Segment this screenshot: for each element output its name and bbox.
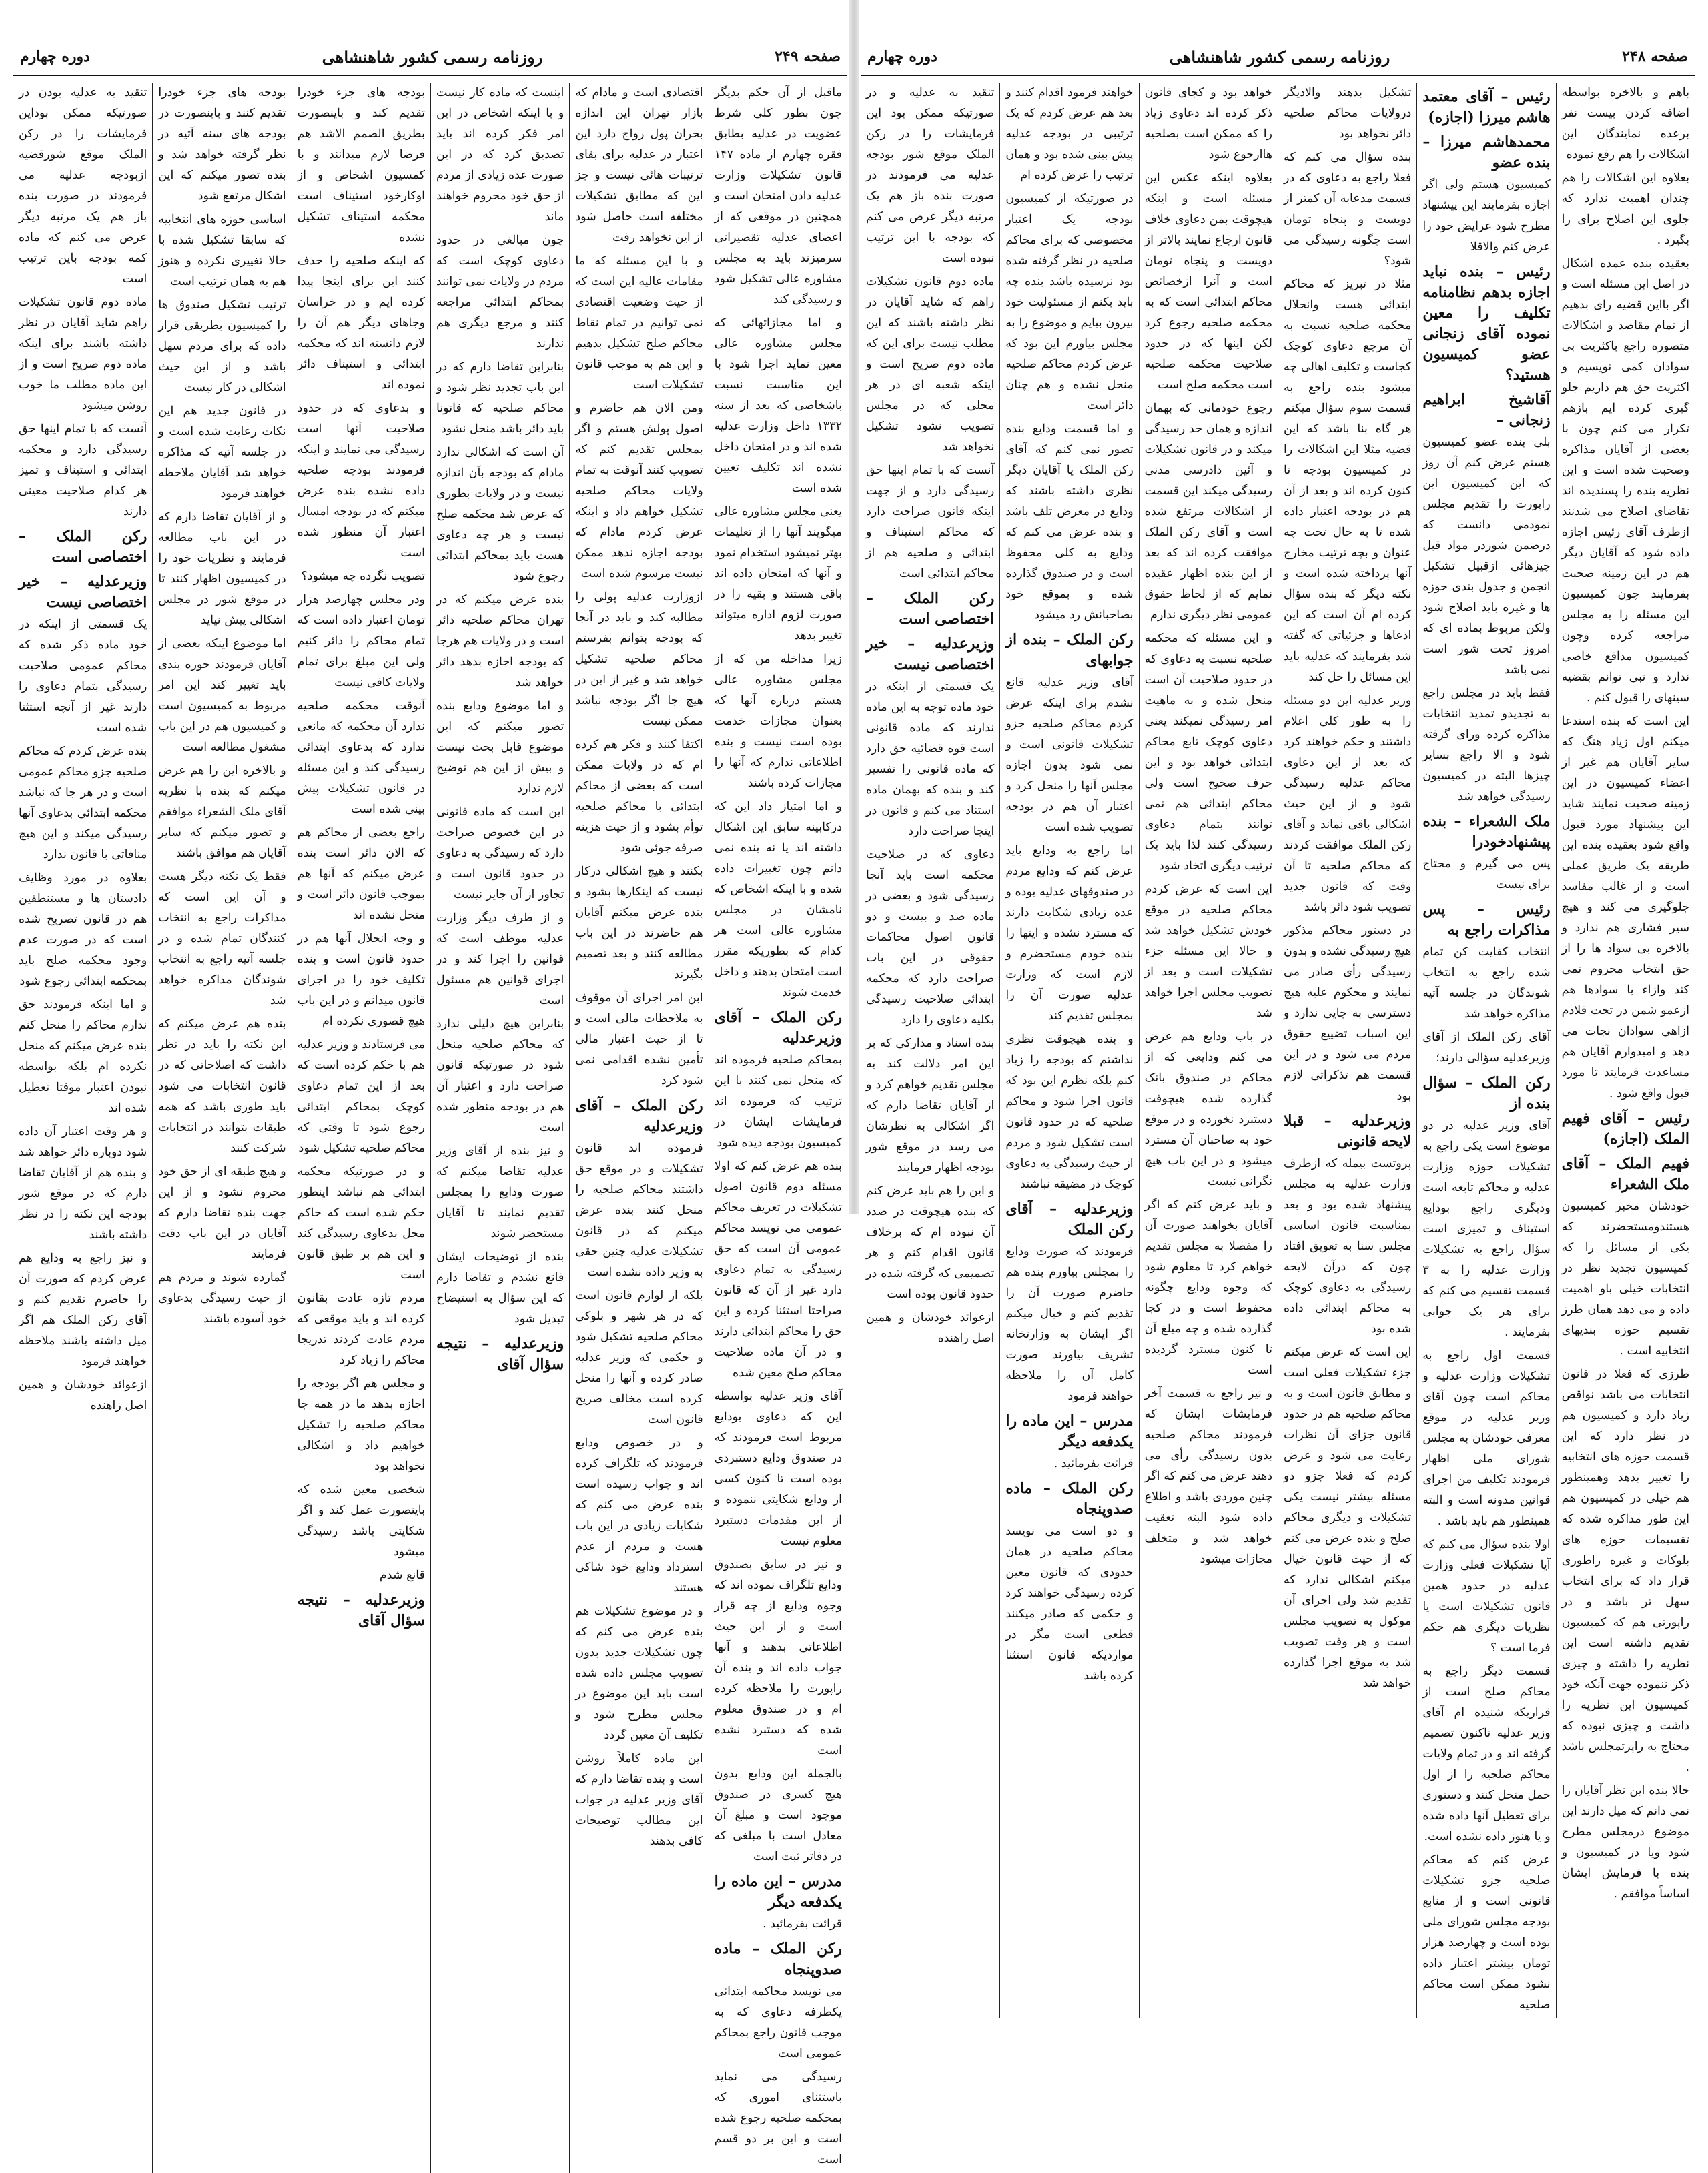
paragraph: بنده هم عرض کنم که اولا مسئله دوم قانون اصول تشکیلات در تعریف محاکم عمومی می نویسد محاکم عمومی آن است که حق رسیدگی به تمام دعاوی دارد غیر از آن که قانون صراحتا استثنا کرده و این حق را محاکم ابتدائی دارند و در آن ماده صلاحیت محاکم صلح معین شده bbox=[714, 1160, 842, 1380]
paragraph: طرزی که فعلا در قانون انتخابات می باشد نواقص زیاد دارد و کمیسیون هم در نظر دارد که این قسمت حوزه های انتخابیه را تغییر بدهد وهمینطور هم خیلی در کمیسیون هم این طور مذاکره شده که تقسیمات حوزه های بلوکات و غیره راطوری قرار داد که برای انتخاب سهل تر باشد و در راپورتی هم که کمیسیون تقدیم داشته است این نظریه را داشته و چیزی ذکر ننموده جهت آنکه خود کمیسیون این نظریه را داشت و چیزی نبوده که محتاج به راپرتمجلس باشد . bbox=[1561, 1368, 1689, 1774]
paragraph: بنده عرض میکنم که در تهران محاکم صلحیه دائر است و در ولایات هم هرجا که بودجه اجازه بدهد دائر خواهد شد bbox=[436, 593, 564, 689]
left-column-2 bbox=[569, 83, 708, 2173]
paragraph: و نیز در سابق بصندوق ودایع تلگراف نموده اند که وجوه ودایع از چه قرار است و از این حیث اطلاعاتی بدهند و آنها جواب داده اند و بنده آن راپورت را ملاحظه کرده ام و در صندوق معلوم شده که دستبرد نشده است bbox=[714, 1558, 842, 1757]
paragraph: و اما امتیاز داد این که درکابینه سابق این اشکال داشته اند یا نه بنده نمی دانم چون تغییرات داده شده و با اینکه اشخاص که نامشان در مجلس مشاوره عالی است هر کدام که بطوریکه مقرر است امتحان بدهند و داخل خدمت شوند bbox=[714, 800, 842, 999]
paragraph: فقط باید در مجلس راجع به تجدیدو تمدید انتخابات مذاکره کرده ورای گرفته شود و الا راجع بسایر چیزها البته در کمیسیون رسیدگی خواهد شد bbox=[1422, 687, 1551, 803]
paragraph: آقای رکن الملک از آقای وزیرعدلیه سؤالی دارند؛ bbox=[1422, 1031, 1551, 1065]
paragraph: تشکیل بدهند والادیگر درولایات محاکم صلحیه دائر نخواهد بود bbox=[1284, 86, 1412, 141]
paragraph: اینست که ماده کار نیست و با اینکه اشخاص در این امر فکر کرده اند باید تصدیق کرد که در این صورت عده زیادی از مردم از حق خود محروم خواهند ماند bbox=[436, 86, 564, 224]
right-page bbox=[861, 15, 1695, 2012]
left-newspaper-title: روزنامه رسمی کشور شاهنشاهی bbox=[322, 47, 543, 67]
paragraph: قسمت اول راجع به تشکیلات وزارت عدلیه و محاکم است چون آقای وزیر عدلیه در موقع معرفی خودشان به مجلس شورای ملی اظهار فرمودند تکلیف من اجرای قوانین مدونه است و البته همینطور هم باید باشد . bbox=[1422, 1349, 1551, 1528]
paragraph: ماده دوم قانون تشکیلات راهم که شاید آقایان در نظر داشته باشند که این مطلب نیست برای این که ماده دوم صریح است و اینکه شعبه ای در هر محلی که در مجلس تصویب نشود تشکیل نخواهد شد bbox=[866, 275, 995, 454]
paragraph: بودجه های جزء خودرا تقدیم کنند و باینصورت در بودجه های سنه آتیه در نظر گرفته خواهد شد و بنده تصور میکنم که این اشکال مرتفع شود bbox=[158, 86, 286, 203]
paragraph: ودر مجلس چهارصد هزار تومان اعتبار داده است که تمام محاکم را دائر کنیم ولی این مبلغ برای تمام ولایات کافی نیست bbox=[297, 593, 426, 689]
paragraph: دعاوی که در صلاحیت محکمه است باید آنجا رسیدگی شود و بعضی در ماده صد و بیست و دو قانون اصول محاکمات حقوقی در این باب صراحت دارد که محکمه ابتدائی صلاحیت رسیدگی بکلیه دعاوی را دارد bbox=[866, 848, 995, 1027]
paragraph: پس می گیرم و محتاج برای نیست bbox=[1422, 857, 1551, 891]
paragraph: و اما موضوع ودایع بنده تصور میکنم که این موضوع قابل بحث نیست و بیش از این هم توضیح لازم ندارد bbox=[436, 699, 564, 795]
paragraph: ازوزارت عدلیه پولی را مطالبه کند و باید در آنجا که بودجه بتوانم بفرستم محاکم صلحیه تشکیل خواهد شد و غیر از این در هیچ جا اگر بودجه نباشد ممکن نیست bbox=[575, 590, 703, 728]
left-page bbox=[13, 15, 847, 2166]
paragraph: مردم تازه عادت بقانون کرده اند و باید موقعی که مردم عادت کردند تدریجا محاکم را زیاد کرد bbox=[297, 1292, 426, 1367]
speaker-heading: وزیرعدلیه – خیر اختصاصی نیست bbox=[866, 635, 995, 673]
paragraph: اما موضوع اینکه بعضی از آقایان فرمودند حوزه بندی باید تغییر کند این امر مربوط به کمیسیون است و کمیسیون هم در این باب مشغول مطالعه است bbox=[158, 637, 286, 754]
speaker-heading: وزیرعدلیه – آقای رکن الملک bbox=[1005, 1200, 1134, 1238]
paragraph: این ماده کاملاً روشن است و بنده تقاضا دارم که آقای وزیر عدلیه در جواب این مطالب توضیحات کافی بدهند bbox=[575, 1752, 703, 1848]
paragraph: انتخاب کفایت کن تمام شده راجع به انتخاب شوندگان در جلسه آتیه مذاکره خواهد شد bbox=[1422, 945, 1551, 1021]
paragraph: ماقبل از آن حکم بدیگر چون بطور کلی شرط عضویت در عدلیه بطابق فقره چهارم از ماده ۱۴۷ قانون تشکیلات وزارت عدلیه دادن امتحان است و همچنین در موقعی که از اعضای عدلیه تقصیراتی سرمیزند باید به مجلس مشاوره عالی تشکیل شود و رسیدگی کند bbox=[714, 86, 842, 306]
speaker-heading: آقاشیخ ابراهیم زنجانی – bbox=[1422, 391, 1551, 429]
paragraph: آنوقت محکمه صلحیه ندارد آن محکمه که مانعی ندارد که بدعاوی ابتدائی رسیدگی کند و این مسئله در قانون تشکیلات پیش بینی شده است bbox=[297, 699, 426, 816]
right-column-6 bbox=[861, 83, 999, 2018]
left-column-1 bbox=[709, 83, 847, 2173]
paragraph: تنقید به عدلیه بودن در صورتیکه ممکن بوداین فرمایشات را در رکن الملک موقع شورقضیه ازبودجه عدلیه می فرمودند در صورت بنده باز هم یک مرتبه دیگر عرض می کنم که ماده کمه بودجه باین ترتیب است bbox=[19, 86, 147, 286]
right-column-4 bbox=[1139, 83, 1278, 2018]
paragraph: این است که ماده قانونی در این خصوص صراحت دارد که رسیدگی به دعاوی در حدود قانون است و تجاوز از آن جایز نیست bbox=[436, 805, 564, 901]
paragraph: یعنی مجلس مشاوره عالی میگویند آنها را از تعلیمات بهتر نمیشود استخدام نمود و آنها که امتحان داده اند باقی هستند و بقیه را در صورت لزوم اداره میتواند تغییر بدهد bbox=[714, 505, 842, 642]
paragraph: و در موضوع تشکیلات هم بنده عرض می کنم که چون تشکیلات جدید بدون تصویب مجلس داده شده است باید این موضوع در مجلس مطرح شود و تکلیف آن معین گردد bbox=[575, 1605, 703, 1742]
right-page-number: صفحه ۲۴۸ bbox=[1622, 48, 1688, 65]
paragraph: و اما مجازاتهائی که مجلس مشاوره عالی معین نماید اجرا شود با این مناسبت نسبت باشخاصی که بعد از سنه ۱۳۳۲ داخل وزارت عدلیه شده اند و در امتحان داخل نشده اند تکلیف تعیین شده است bbox=[714, 316, 842, 495]
right-header-rule bbox=[861, 75, 1695, 76]
paragraph: رجوع خودمانی که بهمان اندازه و همان حد رسیدگی میکند و در قانون تشکیلات و آئین دادرسی مدنی رسیدگی میکند این قسمت از اشکالات مرتفع شده است و آقای رکن الملک موافقت کرده اند که بعد از این بنده اظهار عقیده نمایم که از لحاظ حقوق عمومی نظر دیگری ندارم bbox=[1144, 402, 1273, 622]
paragraph: در باب ودایع هم عرض می کنم ودایعی که از محاکم در صندوق بانک گذارده شده هیچوقت دستبرد نخورده و در موقع خود به صاحبان آن مسترد میشود و در این باب هیچ نگرانی نیست bbox=[1144, 1030, 1273, 1188]
paragraph: مثلا در تبریز که محاکم ابتدائی هست وانحلال محکمه صلحیه نسبت به آن مرجع دعاوی کوچک کجاست و تکلیف اهالی چه میشود بنده راجع به قسمت سوم سؤال میکنم هر گاه بنا باشد که این قضیه مثلا این اشکالات را در کمیسیون بودجه تا کنون کرده اند و بعد از آن هم در بودجه اعتبار داده شده تا به حال تحت چه عنوان و بچه ترتیب مخارج آنها پرداخته شده است و نکته دیگر که بنده سؤال کرده ام آن است که این ادعاها و جزئیاتی که گفته شد بفرمایند که عدلیه باید این مسائل را حل کند bbox=[1284, 278, 1412, 684]
paragraph: و وجه انحلال آنها هم در حدود قانون است و بنده تکلیف خود را در اجرای قانون میدانم و در این باب هیچ قصوری نکرده ام bbox=[297, 932, 426, 1028]
paragraph: و نیز راجع به قسمت آخر فرمایشات ایشان که فرمودند محاکم صلحیه بدون رسیدگی رأی می دهند عرض می کنم که اگر چنین موردی باشد و اطلاع داده شود البته تعقیب خواهد شد و متخلف مجازات میشود bbox=[1144, 1387, 1273, 1566]
speaker-heading: رکن الملک – ماده صدوپنجاه bbox=[1005, 1480, 1134, 1518]
paragraph: بنده از توضیحات ایشان قانع نشدم و تقاضا دارم که این سؤال به استیضاح تبدیل شود bbox=[436, 1250, 564, 1326]
paragraph: رسیدگی می نماید باستثنای اموری که بمحکمه صلحیه رجوع شده است و این بر دو قسم است bbox=[714, 2070, 842, 2166]
paragraph: ابن امر اجرای آن موقوف به ملاحظات مالی است و تا از حیث اعتبار مالی تأمین نشده اقدامی نمی شود کرد bbox=[575, 991, 703, 1088]
paragraph: بعلاوه این اشکالات را هم چندان اهمیت ندارد که جلوی این اصلاح برای را بگیرد . bbox=[1561, 171, 1689, 247]
paragraph: بنابراین تقاضا دارم که در این باب تجدید نظر شود و محاکم صلحیه که قانونا باید دائر باشد منحل نشود bbox=[436, 360, 564, 436]
speaker-heading: رکن الملک – ماده صدوپنجاه bbox=[714, 1940, 842, 1978]
speaker-heading: رئیس – بنده نباید اجازه بدهم نظامنامه تکلیف را معین نموده آقای زنجانی عضو کمیسیون هستید؟ bbox=[1422, 263, 1551, 384]
speaker-heading: رکن الملک – اختصاصی است bbox=[866, 590, 995, 628]
paragraph: در دستور محاکم مذکور هیچ رسیدگی نشده و بدون رسیدگی رأی صادر می نمایند و محکوم علیه هیچ دسترسی به جایی ندارد و این اسباب تضییع حقوق مردم می شود و در این قسمت هم تذکراتی لازم بود bbox=[1284, 924, 1412, 1103]
paragraph: بلکه از لوازم قانون است که در هر شهر و بلوکی محاکم صلحیه تشکیل شود و حکمی که وزیر عدلیه صادر کرده و آنها را منحل کرده است مخالف صریح قانون است bbox=[575, 1289, 703, 1426]
paragraph: بکنند و هیچ اشکالی درکار نیست که اینکارها بشود و بنده عرض میکنم آقایان هم حاضرند در این باب مطالعه کنند و بعد تصمیم بگیرند bbox=[575, 865, 703, 981]
speaker-heading: مدرس – این ماده را یکدفعه دیگر bbox=[1005, 1412, 1134, 1450]
paragraph: و از آقایان تقاضا دارم که در این باب مطالعه فرمایند و نظریات خود را در کمیسیون اظهار کنند تا در موقع شور در مجلس اشکالی پیش نیاید bbox=[158, 510, 286, 627]
right-issue-label: دوره چهارم bbox=[867, 48, 937, 65]
paragraph: فرموده اند قانون تشکیلات و در موقع حق داشتند محاکم صلحیه را منحل کنند بنده عرض میکنم که در قانون تشکیلات عدلیه چنین حقی به وزیر داده نشده است bbox=[575, 1142, 703, 1279]
paragraph: و مجلس هم اگر بودجه را اجازه بدهد ما در همه جا محاکم صلحیه را تشکیل خواهیم داد و اشکالی نخواهد بود bbox=[297, 1377, 426, 1473]
paragraph: تنقید به عدلیه و در صورتیکه ممکن بود این فرمایشات را در رکن الملک موقع شور بودجه عدلیه می فرمودند در صورت بنده باز هم یک مرتبه دیگر عرض می کنم که بودجه با این ترتیب نبوده است bbox=[866, 86, 995, 265]
left-column-5 bbox=[152, 83, 291, 2173]
paragraph: پروتست بیمله که ازطرف وزارت عدلیه به مجلس پیشنهاد شده بود و بعد بمناسبت قانون اساسی مجلس سنا به تعویق افتاد چون که درآن لایحه رسیدگی به دعاوی کوچک به محاکم ابتدائی داده شده بود bbox=[1284, 1157, 1412, 1336]
paragraph: ازعوائد خودشان و همین اصل راهنده bbox=[19, 1378, 147, 1412]
paragraph: و نیز بنده از آقای وزیر عدلیه تقاضا میکنم که صورت ودایع را بمجلس تقدیم نمایند تا آقایان مستحضر شوند bbox=[436, 1144, 564, 1240]
paragraph: یک قسمتی از اینکه در خود ماده توجه به این ماده ندارند که ماده قانونی است قوه قضائیه حق دارد که ماده قانونی را تفسیر کند و بنده که بهمان ماده استناد می کنم و قانون در اینجا صراحت دارد bbox=[866, 680, 995, 838]
paragraph: بعقیده بنده عمده اشکال در اصل این مسئله است و اگر بااین قضیه رای بدهیم از تمام مقاصد و اشکالات متصوره راجع باکثریت بی سوادان کمی نویسیم و اکثریت حق هم داریم جلو گیری کرده ایم بازهم تکرار می کنم چون با بعضی از آقایان مذاکره وصحبت شده است و این نظریه بنده را پسندیده اند تقاضای اصلاح می شدنند ازطرف آقای رئیس اجازه داده شود که آقایان دیگر هم در این زمینه صحبت بفرمایند چون کمیسیون این مسئله را به مجلس مراجعه کرده وچون کمیسیون مدافع خاصی ندارد و نبی توانم بقضیه سینهای را قبول کنم . bbox=[1561, 257, 1689, 705]
paragraph: وزیر عدلیه این دو مسئله را به طور کلی اعلام داشتند و حکم خواهند کرد که بعد از این دعاوی محاکم عدلیه رسیدگی شود و از این حیث اشکالی باقی نماند و آقای رکن الملک موافقت کردند که محاکم صلحیه تا آن وقت که قانون جدید تصویب شود دائر باشد bbox=[1284, 694, 1412, 914]
paragraph: و با این مسئله که ما مقامات عالیه این است که از حیث وضعیت اقتصادی نمی توانیم در تمام نقاط محاکم صلح تشکیل بدهیم و این هم به موجب قانون تشکیلات است bbox=[575, 254, 703, 392]
speaker-heading: رئیس – پس مذاکرات راجع به bbox=[1422, 901, 1551, 939]
paragraph: قرائت بفرمائید . bbox=[762, 1917, 842, 1931]
paragraph: قرائت بفرمائید . bbox=[1053, 1457, 1134, 1470]
speaker-heading: وزیرعدلیه – نتیجه سؤال آقای bbox=[297, 1591, 426, 1629]
paragraph: اساسی حوزه های انتخابیه که سابقا تشکیل شده با حالا تغییری نکرده و هنوز هم به همان ترتیب است bbox=[158, 213, 286, 288]
paragraph: بعلاوه اینکه عکس این مسئله است و اینکه هیچوقت بمن دعاوی خلاف قانون ارجاع نمایند بالاتر از دویست و پنجاه تومان است و آنرا ازخصائص محاکم ابتدائی است که به محکمه صلحیه رجوع کرد لکن اینها که در حدود صلاحیت محکمه صلحیه است محکمه صلح است bbox=[1144, 171, 1273, 392]
paragraph: آقای وزیر عدلیه بواسطه این که دعاوی بودایع مربوط است فرمودند که در صندوق ودایع دستبردی بوده است تا کنون کسی از ودایع شکایتی ننموده و از این مقدمات دستبرد معلوم نیست bbox=[714, 1390, 842, 1548]
paragraph: و اما قسمت ودایع بنده تصور نمی کنم که آقای رکن الملک یا آقایان دیگر نظری داشته باشند که ودایع در معرض تلف باشد و بنده عرض می کنم که ودایع به کلی محفوظ است و در صندوق گذارده شده و بموقع خود بصاحبانش رد میشود bbox=[1005, 422, 1134, 622]
paragraph: خواهند فرمود اقدام کنند و بعد هم عرض کردم که یک ترتیبی در بودجه عدلیه پیش بینی شده بود و همان ترتیب را عرض کرده ام bbox=[1005, 86, 1134, 182]
left-header-rule bbox=[13, 75, 847, 76]
paragraph: و هر وقت اعتبار آن داده شود دوباره دائر خواهد شد و بنده هم از آقایان تقاضا دارم که در موقع شور بودجه این نکته را در نظر داشته باشند bbox=[19, 1125, 147, 1242]
paragraph: بلی بنده عضو کمیسیون هستم عرض کنم آن روز که این کمیسیون این راپورت را تقدیم مجلس نمودمی دانست که درضمن شوردر مواد قبل چیزهائی ازقبیل تشکیل انجمن و جدول بندی حوزه ها و غیره باید اصلاح شود ولکن مربوط بماده ای که امروز تحت شور است نمی باشد bbox=[1422, 436, 1551, 677]
left-column-4 bbox=[292, 83, 430, 2173]
paragraph: اولا بنده سؤال می کنم که آیا تشکیلات فعلی وزارت عدلیه در حدود همین قانون تشکیلات است یا نظریات دیگری هم حکم فرما است ؟ bbox=[1422, 1538, 1551, 1655]
paragraph: اقتصادی است و مادام که بازار تهران این اندازه بحران پول رواج دارد این اعتبار در عدلیه برای بقای ترتیبات هائی نیست و جز این که مطابق تشکیلات مختلفه است حاصل شود از این نخواهد رفت bbox=[575, 86, 703, 244]
paragraph: در صورتیکه از کمیسیون بودجه یک اعتبار مخصوصی که برای محاکم صلحیه در نظر گرفته شده بود نرسیده باشد بنده چه باید بکنم از مسئولیت خود بیرون بیایم و موضوع را به مجلس بیاورم این بود که عرض کردم محاکم صلحیه منحل نشده و هم چنان دائر است bbox=[1005, 192, 1134, 412]
paragraph: حالا بنده این نظر آقایان را نمی دانم که میل دارند این موضوع درمجلس مطرح شود ویا در کمیسیون و بنده با فرمایش ایشان اساساً موافقم . bbox=[1561, 1784, 1689, 1901]
paragraph: و اما اینکه فرمودند حق ندارم محاکم را منحل کنم بنده عرض میکنم که منحل نکرده ام بلکه بواسطه نبودن اعتبار موقتا تعطیل شده اند bbox=[19, 998, 147, 1115]
paragraph: و باید عرض کنم که اگر آقایان بخواهند صورت آن را مفصلا به مجلس تقدیم خواهم کرد تا معلوم شود که وجوه ودایع چگونه محفوظ است و در کجا گذارده شده و چه مبلغ آن تا کنون مسترد گردیده است bbox=[1144, 1198, 1273, 1377]
paragraph: این است که بنده استدعا میکنم اول زیاد هنگ که سایر آقایان هم غیر از اعضاء کمیسیون در این زمینه صحبت نمایند شاید این پیشنهاد مورد قبول واقع شود بعقیده بنده این طریقه یک طریق عملی است و از غالب مفاسد جلوگیری می کند و هیچ سیر فشاری هم ندارد و بالاخره بی سواد ها را از حق انتخاب محروم نمی کند وازاء با سوادها هم ازعمو شمن در تحت قلادم ازاهی سوادان نجات می دهد و امیدوارم آقایان هم مساعدت فرمایند تا مورد قبول واقع شود . bbox=[1561, 715, 1689, 1100]
speaker-heading: رکن الملک – اختصاصی است bbox=[19, 528, 147, 566]
paragraph: و این مسئله که محکمه صلحیه نسبت به دعاوی که در حدود صلاحیت آن است منحل شده و به ماهیت امر رسیدگی نمیکند یعنی دعاوی کوچک تابع محاکم ابتدائی خواهد بود و این حرف صحیح است ولی محاکم ابتدائی هم نمی توانند بتمام دعاوی رسیدگی کنند لذا باید یک ترتیب دیگری اتخاذ شود bbox=[1144, 632, 1273, 873]
paragraph: و بدعاوی که در حدود صلاحیت آنها است رسیدگی می نمایند و اینکه فرمودند بودجه صلحیه داده نشده بنده عرض میکنم که در بودجه امسال اعتبار آن منظور شده است bbox=[297, 402, 426, 560]
paragraph: و بنده هیچوقت نظری نداشتم که بودجه را زیاد کنم بلکه نظرم این بود که قانون اجرا شود و محاکم صلحیه که در حدود قانون است تشکیل شود و مردم از حیث رسیدگی به دعاوی کوچک در مضیقه نباشند bbox=[1005, 1033, 1134, 1191]
page-gutter bbox=[849, 0, 859, 1214]
speaker-heading: وزیرعدلیه – قبلا لایحه قانونی bbox=[1284, 1112, 1412, 1150]
left-page-number: صفحه ۲۴۹ bbox=[775, 48, 841, 65]
speaker-heading: رکن الملک – سؤال بنده از bbox=[1422, 1074, 1551, 1112]
paragraph: و بالاخره این را هم عرض میکنم که بنده با نظریه آقای ملک الشعراء موافقم و تصور میکنم که سایر آقایان هم موافق باشند bbox=[158, 764, 286, 860]
paragraph: راجع بعضی از محاکم هم که الان دائر است بنده عرض میکنم که آنها هم بموجب قانون دائر است و منحل نشده اند bbox=[297, 826, 426, 922]
left-column-6 bbox=[13, 83, 152, 2173]
paragraph: خواهد بود و کجای قانون ذکر کرده اند دعاوی زیاد را که ممکن است بصلحیه هاارجوع شود bbox=[1144, 86, 1273, 161]
paragraph: ترتیب تشکیل صندوق ها را کمیسیون بطریقی قرار داده که برای مردم سهل باشد و از این حیث اشکالی در کار نیست bbox=[158, 298, 286, 394]
speaker-heading: رکن الملک – آقای وزیرعدلیه bbox=[575, 1097, 703, 1135]
paragraph: می فرستادند و وزیر عدلیه هم با حکم کرده است که بعد از این تمام دعاوی کوچک بمحاکم ابتدائی رجوع شود تا وقتی که محاکم صلحیه تشکیل شود bbox=[297, 1038, 426, 1155]
left-issue-label: دوره چهارم bbox=[20, 48, 90, 65]
paragraph: بمحاکم صلحیه فرموده اند که منحل نمی کنند با این ترتیب که فرموده اند فرمایشات ایشان در کمیسیون بودجه دیده شود bbox=[714, 1053, 842, 1150]
left-page-columns bbox=[13, 83, 847, 2166]
paragraph: گمارده شوند و مردم هم از حیث رسیدگی بدعاوی خود آسوده باشند bbox=[158, 1271, 286, 1326]
paragraph: آنست که با تمام اینها حق رسیدگی دارد و محکمه ابتدائی و استیناف و تمیز هر کدام صلاحیت معینی دارند bbox=[19, 422, 147, 518]
speaker-heading: رئیس – آقای معتمد هاشم میرزا (اجازه) bbox=[1422, 88, 1551, 126]
paragraph: یک قسمتی از اینکه در خود ماده ذکر شده که محاکم عمومی صلاحیت رسیدگی بتمام دعاوی را دارند غیر از آنچه استثنا شده است bbox=[19, 618, 147, 735]
speaker-heading: ملک الشعراء – بنده پیشنهادخودرا bbox=[1422, 813, 1551, 851]
paragraph: کمیسیون هستم ولی اگر اجازه بفرمایند این پیشنهاد مطرح شود عرایض خود را عرض کنم والاقلا bbox=[1422, 178, 1551, 254]
paragraph: و در صورتیکه محکمه ابتدائی هم نباشد اینطور حکم شده است که حاکم محل بدعاوی رسیدگی کند و این هم بر طبق قانون است bbox=[297, 1165, 426, 1282]
paragraph: بنده عرض کردم که محاکم صلحیه جزو محاکم عمومی است و در هر جا که نباشد محکمه ابتدائی بدعاوی آنها رسیدگی میکند و این هیچ منافاتی با قانون ندارد bbox=[19, 745, 147, 861]
paragraph: این است که عرض میکنم جزء تشکیلات فعلی است و مطابق قانون است و به محاکم صلحیه هم در حدود قانون جزای آن نظرات رعایت می شود و عرض کردم که فعلا جزو دو مسئله بیشتر نیست یکی تشکیلات و دیگری محاکم صلح و بنده عرض می کنم که از حیث قانون خیال میکنم اشکالی ندارد که تقدیم شد ولی اجرای آن موکول به تصویب مجلس است و هر وقت تصویب شد به موقع اجرا گذارده خواهد شد bbox=[1284, 1346, 1412, 1690]
paragraph: فقط یک نکته دیگر هست و آن این است که مذاکرات راجع به انتخاب کنندگان تمام شده و در جلسه آتیه راجع به انتخاب شوندگان مذاکره خواهد شد bbox=[158, 870, 286, 1007]
paragraph: بنده سؤال می کنم که فعلا راجع به دعاوی که در قسمت مدعابه آن کمتر از دویست و پنجاه تومان است چگونه رسیدگی می شود؟ bbox=[1284, 151, 1412, 268]
paragraph: و این را هم باید عرض کنم که بنده هیچوقت در صدد آن نبوده ام که برخلاف قانون اقدام کنم و هر تصمیمی که گرفته شده در حدود قانون بوده است bbox=[866, 1184, 995, 1301]
paragraph: ومن الان هم حاضرم و اصول پولش هستم و اگر بمجلس تقدیم کنم که تصویب کنند آنوقت به تمام ولایات محاکم صلحیه تشکیل خواهم داد و اینکه عرض کردم مادام که بودجه اجازه ندهد ممکن نیست مرسوم شده است bbox=[575, 402, 703, 580]
left-column-3 bbox=[430, 83, 569, 2173]
paragraph: فرمودند که صورت ودایع را بمجلس بیاورم بنده هم حاضرم صورت آن را تقدیم کنم و خیال میکنم اگر ایشان به وزارتخانه تشریف بیاورند صورت کامل آن را ملاحظه خواهند فرمود bbox=[1005, 1245, 1134, 1403]
paragraph: باهم و بالاخره بواسطه اضافه کردن بیست نفر برعده نمایندگان این اشکالات را هم رفع نموده bbox=[1561, 86, 1689, 161]
speaker-heading: وزیرعدلیه – نتیجه سؤال آقای bbox=[436, 1335, 564, 1373]
speaker-heading: رکن الملک – بنده از جوابهای bbox=[1005, 631, 1134, 669]
paragraph: آنست که با تمام اینها حق رسیدگی دارد و از جهت اینکه قانون صراحت دارد که محاکم استیناف و ابتدائی و صلحیه هم از محاکم ابتدائی است bbox=[866, 464, 995, 580]
right-newspaper-title: روزنامه رسمی کشور شاهنشاهی bbox=[1169, 47, 1390, 67]
speaker-heading: مدرس – این ماده را یکدفعه دیگر bbox=[714, 1873, 842, 1911]
paragraph: بنابراین هیچ دلیلی ندارد که محاکم صلحیه منحل شود در صورتیکه قانون صراحت دارد و اعتبار آن هم در بودجه منظور شده است bbox=[436, 1017, 564, 1134]
paragraph: آن است که اشکالی ندارد مادام که بودجه بآن اندازه نیست و در ولایات بطوری که عرض شد محکمه صلح نیست و هر چه دعاوی هست باید بمحاکم ابتدائی رجوع شود bbox=[436, 446, 564, 583]
speaker-heading: فهیم الملک – آقای ملک الشعراء bbox=[1561, 1155, 1689, 1193]
paragraph: شخصی معین شده که باینصورت عمل کند و اگر شکایتی باشد رسیدگی میشود bbox=[297, 1483, 426, 1559]
paragraph: اکتفا کنند و فکر هم کرده ام که در ولایات ممکن است که بعضی از محاکم ابتدائی با محاکم صلحیه توأم بشود و از حیث هزینه صرفه جوئی شود bbox=[575, 738, 703, 855]
speaker-heading: رئیس – آقای فهیم الملک (اجازه) bbox=[1561, 1110, 1689, 1148]
paragraph: که اینکه صلحیه را حذف کنند این برای اینجا پیدا کرده ایم و در خراسان وجاهای دیگر هم آن را لازم دانسته اند که محکمه ابتدائی و استیناف دائر نموده اند bbox=[297, 254, 426, 392]
paragraph: زیرا مداخله من که از مجلس مشاوره عالی هستم درباره آنها که بعنوان مجازات خدمت بوده است نیست و بنده اطلاعاتی ندارم که آنها را مجازات کرده باشند bbox=[714, 653, 842, 790]
paragraph: می نویسد محاکمه ابتدائی یکطرفه دعاوی که به موجب قانون راجع بمحاکم عمومی است bbox=[714, 1985, 842, 2060]
speaker-heading: محمدهاشم میرزا – بنده عضو bbox=[1422, 133, 1551, 171]
right-column-5 bbox=[999, 83, 1138, 2018]
paragraph: بالجمله این ودایع بدون هیچ کسری در صندوق موجود است و مبلغ آن معادل است با مبلغی که در دفاتر ثبت است bbox=[714, 1767, 842, 1863]
right-page-columns bbox=[861, 83, 1695, 2012]
paragraph: چون مبالغی در حدود دعاوی کوچک است که مردم در ولایات نمی توانند بمحاکم ابتدائی مراجعه کنند و مرجع دیگری هم ندارند bbox=[436, 234, 564, 350]
paragraph: این است که عرض کردم محاکم صلحیه در موقع خودش تشکیل خواهد شد و حالا این مسئله جزء تشکیلات است و بعد از تصویب مجلس اجرا خواهد شد bbox=[1144, 883, 1273, 1020]
paragraph: قسمت دیگر راجع به محاکم صلح است از قراریکه شنیده ام آقای وزیر عدلیه تاکنون تصمیم گرفته اند و در تمام ولایات محاکم صلحیه را از اول حمل منحل کنند و دستوری برای تعطیل آنها داده شده و یا هنوز داده نشده است. bbox=[1422, 1665, 1551, 1843]
paragraph: آقای وزیر عدلیه قانع نشدم برای اینکه عرض کردم محاکم صلحیه جزو تشکیلات قانونی است و نمی شود بدون اجازه مجلس آنها را منحل کرد و اعتبار آن هم در بودجه تصویب شده است bbox=[1005, 676, 1134, 834]
paragraph: و در خصوص ودایع فرمودند که تلگراف کرده اند و جواب رسیده است بنده عرض می کنم که شکایات زیادی در این باب هست و مردم از عدم استرداد ودایع خود شاکی هستند bbox=[575, 1436, 703, 1595]
paragraph: عرض کنم که محاکم صلحیه جزو تشکیلات قانونی است و از منابع بودجه مجلس شورای ملی بوده است و چهارصد هزار تومان بیشتر اعتبار داده نشود ممکن است محاکم صلحیه bbox=[1422, 1853, 1551, 2012]
right-column-1 bbox=[1556, 83, 1695, 2018]
paragraph: خودشان مخبر کمیسیون هستندومستحضرند که یکی از مسائل را که کمیسیون تجدید نظر در انتخابات خیلی باو اهمیت داده و می دهد همان طرز تقسیم حوزه بندیهای انتخابیه است . bbox=[1561, 1200, 1689, 1358]
paragraph: و نیز راجع به ودایع هم عرض کردم که صورت آن را حاضرم تقدیم کنم و آقای رکن الملک هم اگر میل داشته باشند ملاحظه خواهند فرمود bbox=[19, 1252, 147, 1368]
right-column-3 bbox=[1278, 83, 1416, 2018]
paragraph: بودجه های جزء خودرا تقدیم کند و باینصورت بطریق الصمم الاشد هم فرضا لازم میدانند و با کمسیون اشخاص و از اوکارخود استیناف است محکمه استیناف تشکیل نشده bbox=[297, 86, 426, 244]
paragraph: ماده دوم قانون تشکیلات راهم شاید آقایان در نظر داشته باشند برای اینکه ماده دوم صریح است و از این ماده مطلب ما خوب روشن میشود bbox=[19, 296, 147, 412]
paragraph: قانع شدم bbox=[379, 1569, 426, 1582]
speaker-heading: وزیرعدلیه – خیر اختصاصی نیست bbox=[19, 573, 147, 611]
paragraph: و هیچ طبقه ای از حق خود محروم نشود و از این جهت بنده تقاضا دارم که آقایان در این باب دقت فرمایند bbox=[158, 1165, 286, 1261]
paragraph: در قانون جدید هم این نکات رعایت شده است و در جلسه آتیه که مذاکره خواهد شد آقایان ملاحظه خواهند فرمود bbox=[158, 404, 286, 500]
paragraph: و از طرف دیگر وزارت عدلیه موظف است که قوانین را اجرا کند و در اجرای قوانین هم مسئول است bbox=[436, 911, 564, 1007]
right-column-2 bbox=[1416, 83, 1555, 2018]
paragraph: ازعوائد خودشان و همین اصل راهنده bbox=[866, 1311, 995, 1345]
speaker-heading: رکن الملک – آقای وزیرعدلیه bbox=[714, 1009, 842, 1047]
right-page-header bbox=[861, 40, 1695, 73]
paragraph: بنده هم عرض میکنم که این نکته را باید در نظر داشت که اصلاحاتی که در قانون انتخابات می شود باید طوری باشد که همه طبقات بتوانند در انتخابات شرکت کنند bbox=[158, 1017, 286, 1155]
paragraph: و دو است می نویسد محاکم صلحیه در همان حدودی که قانون معین کرده رسیدگی خواهند کرد و حکمی که صادر میکنند قطعی است مگر در مواردیکه قانون استثنا کرده باشد bbox=[1005, 1525, 1134, 1683]
paragraph: تصویب نگرده چه میشود؟ bbox=[301, 570, 426, 583]
paragraph: بنده اسناد و مدارکی که بر این امر دلالت کند به مجلس تقدیم خواهم کرد و از آقایان تقاضا دارم که اگر اشکالی به نظرشان می رسد در موقع شور بودجه اظهار فرمایند bbox=[866, 1037, 995, 1174]
paragraph: آقای وزیر عدلیه در دو موضوع است یکی راجع به تشکیلات حوزه وزارت عدلیه و محاکم تابعه است ودیگری راجع بودایع استیناف و تمیزی است سؤال راجع به تشکیلات وزارت عدلیه را به ۳ قسمت تقسیم می کنم که برای هر یک جوابی بفرمایند . bbox=[1422, 1119, 1551, 1339]
paragraph: بعلاوه در مورد وظایف دادستان ها و مستنطقین هم در قانون تصریح شده است که در صورت عدم وجود محکمه صلح باید بمحکمه ابتدائی رجوع شود bbox=[19, 871, 147, 988]
paragraph: اما راجع به ودایع باید عرض کنم که ودایع مردم در صندوقهای عدلیه بوده و عده زیادی شکایت دارند که مسترد نشده و اینها را بنده خودم مستحضرم و لازم است که وزارت عدلیه صورت آن را بمجلس تقدیم کند bbox=[1005, 844, 1134, 1023]
left-page-header bbox=[13, 40, 847, 73]
